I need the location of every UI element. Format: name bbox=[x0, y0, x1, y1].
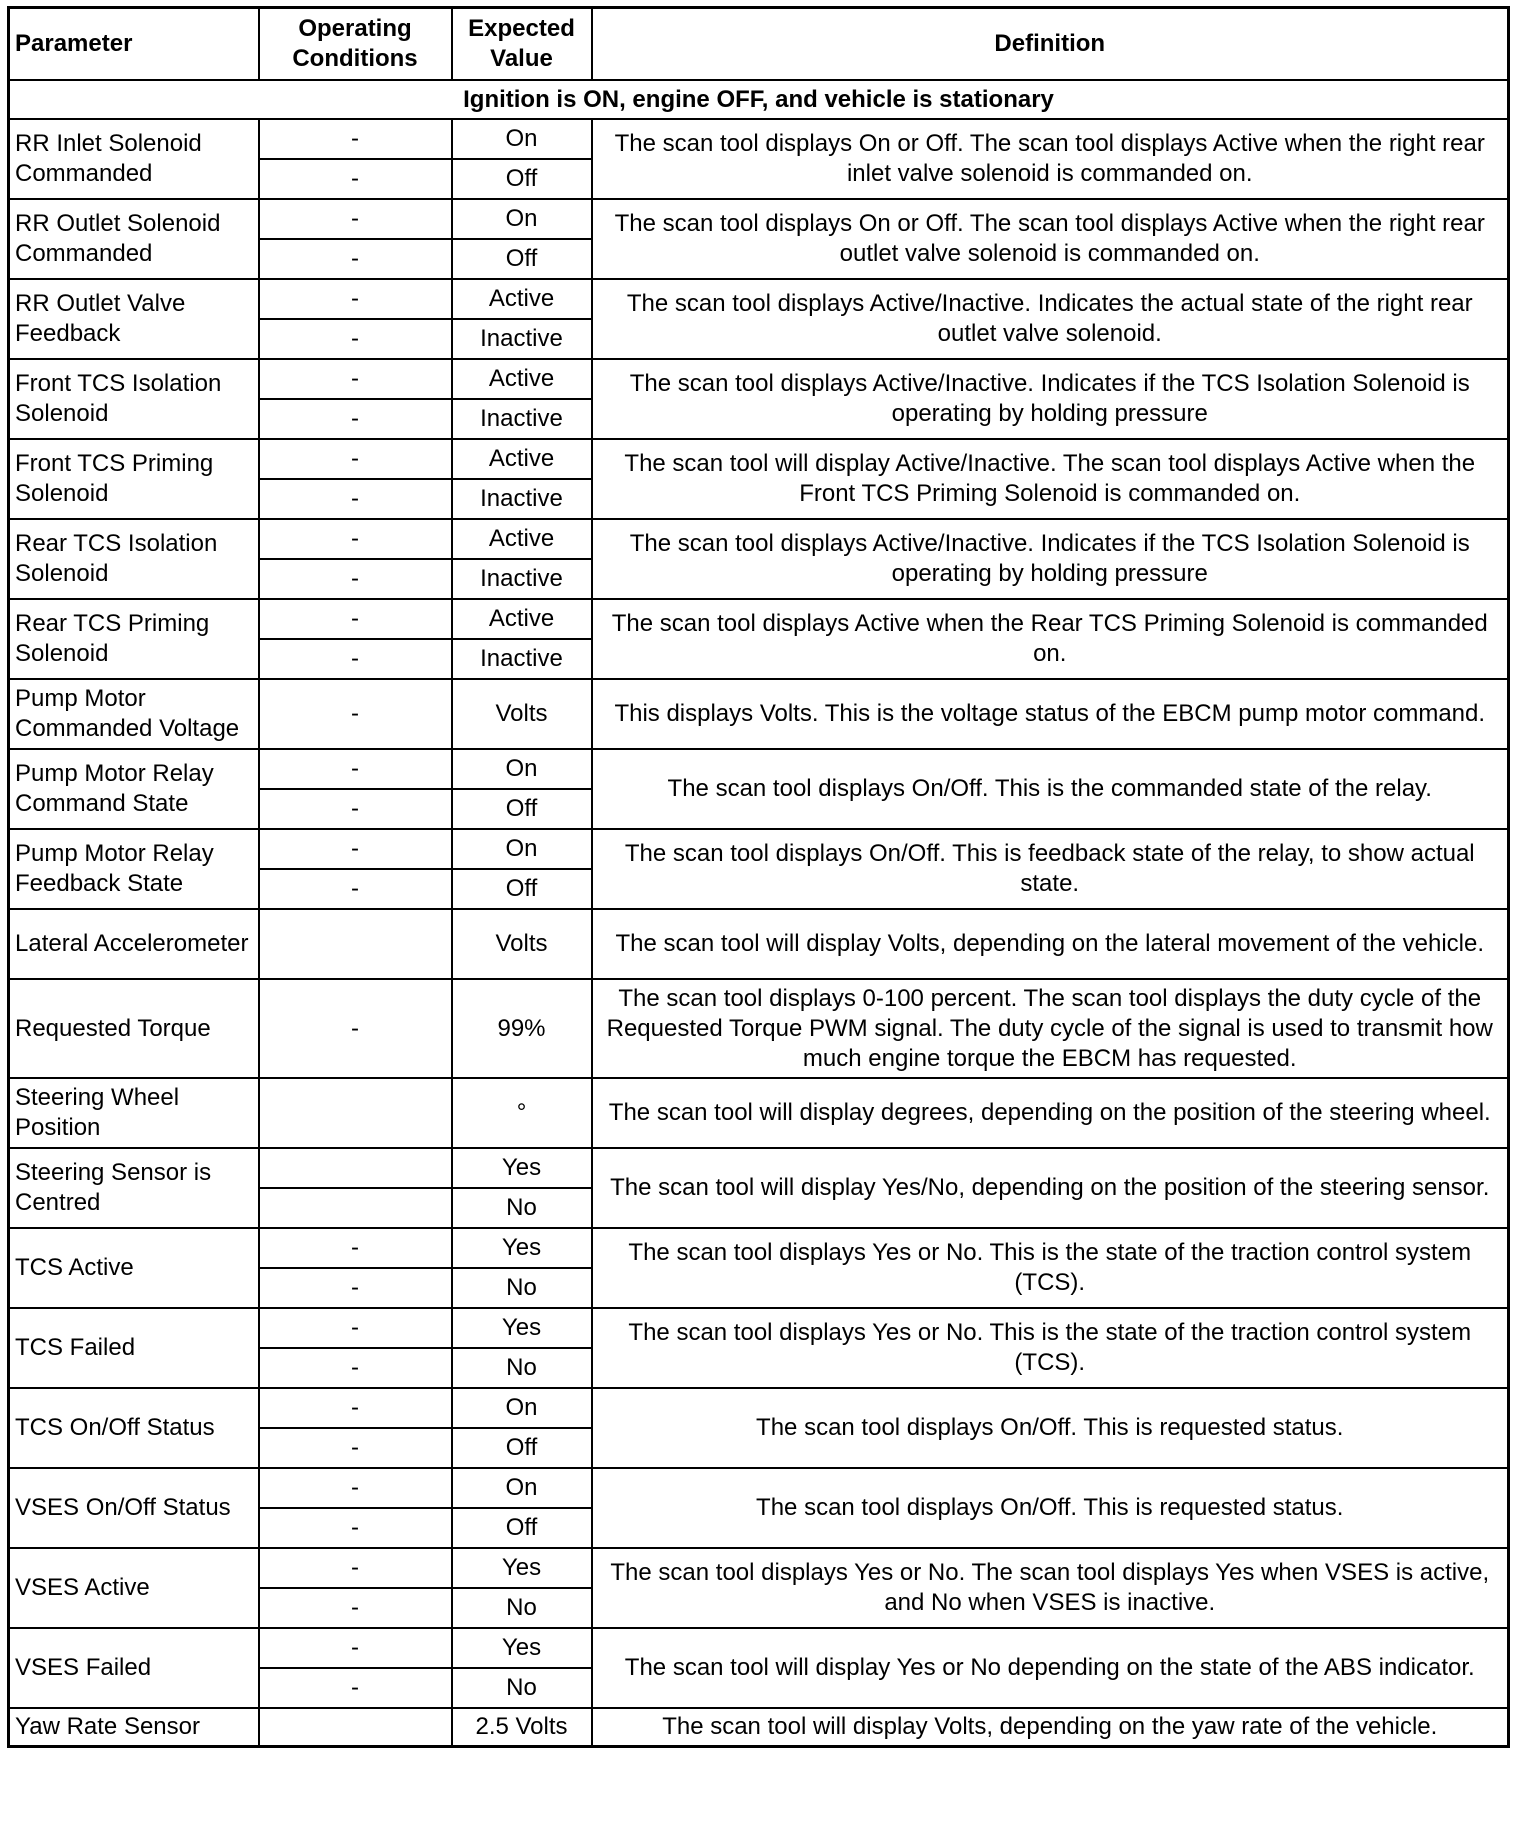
expected-value-cell: Inactive bbox=[452, 399, 592, 439]
expected-value-cell: Off bbox=[452, 1508, 592, 1548]
table-row bbox=[9, 1548, 1509, 1588]
operating-condition-cell: - bbox=[259, 199, 452, 239]
expected-value-cell: 99% bbox=[452, 979, 592, 1078]
operating-condition-cell: - bbox=[259, 439, 452, 479]
parameter-cell: Requested Torque bbox=[9, 979, 259, 1078]
expected-value-cell: Active bbox=[452, 359, 592, 399]
operating-condition-cell: - bbox=[259, 1388, 452, 1428]
operating-condition-cell: - bbox=[259, 1228, 452, 1268]
table-row bbox=[9, 1308, 1509, 1348]
expected-value-cell: Active bbox=[452, 279, 592, 319]
operating-condition-cell: - bbox=[259, 1468, 452, 1508]
expected-value-cell: Off bbox=[452, 239, 592, 279]
parameter-cell: Steering Wheel Position bbox=[9, 1078, 259, 1148]
parameter-cell: Yaw Rate Sensor bbox=[9, 1708, 259, 1747]
table-row bbox=[9, 1388, 1509, 1428]
definition-cell: The scan tool displays On/Off. This is the commanded state of the relay. bbox=[592, 749, 1509, 829]
table-row bbox=[9, 439, 1509, 479]
operating-condition-cell: - bbox=[259, 639, 452, 679]
parameter-cell: Front TCS Priming Solenoid bbox=[9, 439, 259, 519]
table-row bbox=[9, 1468, 1509, 1508]
table-row bbox=[9, 1148, 1509, 1188]
parameter-cell: VSES Active bbox=[9, 1548, 259, 1628]
definition-cell: The scan tool displays On/Off. This is requested status. bbox=[592, 1388, 1509, 1468]
table-row bbox=[9, 119, 1509, 159]
expected-value-cell: Inactive bbox=[452, 479, 592, 519]
table-row bbox=[9, 679, 1509, 749]
parameter-cell: TCS Failed bbox=[9, 1308, 259, 1388]
table-row bbox=[9, 979, 1509, 1078]
expected-value-cell: Inactive bbox=[452, 639, 592, 679]
definition-cell: The scan tool will display Yes/No, depending on the position of the steering sensor. bbox=[592, 1148, 1509, 1228]
operating-condition-cell: - bbox=[259, 979, 452, 1078]
operating-condition-cell: - bbox=[259, 1268, 452, 1308]
definition-cell: The scan tool displays Active when the Rear TCS Priming Solenoid is commanded on. bbox=[592, 599, 1509, 679]
table-row bbox=[9, 829, 1509, 869]
header-row bbox=[9, 8, 1509, 81]
operating-condition-cell: - bbox=[259, 119, 452, 159]
header-definition: Definition bbox=[592, 8, 1509, 81]
expected-value-cell: No bbox=[452, 1588, 592, 1628]
expected-value-cell: On bbox=[452, 199, 592, 239]
operating-condition-cell: - bbox=[259, 789, 452, 829]
definition-cell: The scan tool displays Active/Inactive. Indicates if the TCS Isolation Solenoid is operating by holding pressure bbox=[592, 519, 1509, 599]
expected-value-cell: Yes bbox=[452, 1548, 592, 1588]
header-operating-conditions: Operating Conditions bbox=[259, 8, 452, 81]
operating-condition-cell bbox=[259, 1188, 452, 1228]
table-header bbox=[9, 8, 1509, 81]
expected-value-cell: Yes bbox=[452, 1148, 592, 1188]
operating-condition-cell: - bbox=[259, 399, 452, 439]
operating-condition-cell: - bbox=[259, 1668, 452, 1708]
expected-value-cell: No bbox=[452, 1188, 592, 1228]
definition-cell: The scan tool will display Volts, depending on the yaw rate of the vehicle. bbox=[592, 1708, 1509, 1747]
expected-value-cell: No bbox=[452, 1348, 592, 1388]
expected-value-cell: Volts bbox=[452, 909, 592, 979]
operating-condition-cell bbox=[259, 1148, 452, 1188]
expected-value-cell: Yes bbox=[452, 1308, 592, 1348]
parameter-cell: TCS Active bbox=[9, 1228, 259, 1308]
operating-condition-cell: - bbox=[259, 869, 452, 909]
operating-condition-cell: - bbox=[259, 359, 452, 399]
expected-value-cell: Active bbox=[452, 439, 592, 479]
definition-cell: The scan tool displays On or Off. The scan tool displays Active when the right rear inlet valve solenoid is commanded on. bbox=[592, 119, 1509, 199]
expected-value-cell: ° bbox=[452, 1078, 592, 1148]
expected-value-cell: Inactive bbox=[452, 319, 592, 359]
header-expected-value: Expected Value bbox=[452, 8, 592, 81]
parameter-cell: Pump Motor Relay Feedback State bbox=[9, 829, 259, 909]
table-row bbox=[9, 749, 1509, 789]
table-row bbox=[9, 359, 1509, 399]
expected-value-cell: Yes bbox=[452, 1228, 592, 1268]
definition-cell: This displays Volts. This is the voltage status of the EBCM pump motor command. bbox=[592, 679, 1509, 749]
parameter-cell: TCS On/Off Status bbox=[9, 1388, 259, 1468]
operating-condition-cell: - bbox=[259, 279, 452, 319]
definition-cell: The scan tool displays On or Off. The scan tool displays Active when the right rear outlet valve solenoid is commanded on. bbox=[592, 199, 1509, 279]
definition-cell: The scan tool displays Yes or No. This is the state of the traction control system (TCS). bbox=[592, 1228, 1509, 1308]
parameter-cell: Front TCS Isolation Solenoid bbox=[9, 359, 259, 439]
definition-cell: The scan tool will display Active/Inactive. The scan tool displays Active when the Front TCS Priming Solenoid is commanded on. bbox=[592, 439, 1509, 519]
operating-condition-cell: - bbox=[259, 829, 452, 869]
table-row bbox=[9, 1078, 1509, 1148]
operating-condition-cell: - bbox=[259, 1508, 452, 1548]
operating-condition-cell bbox=[259, 1708, 452, 1747]
expected-value-cell: Off bbox=[452, 789, 592, 829]
header-parameter: Parameter bbox=[9, 8, 259, 81]
table-row bbox=[9, 1628, 1509, 1668]
operating-condition-cell: - bbox=[259, 159, 452, 199]
definition-cell: The scan tool displays Active/Inactive. Indicates the actual state of the right rear outlet valve solenoid. bbox=[592, 279, 1509, 359]
scan-tool-data-sheet bbox=[7, 6, 1510, 1748]
definition-cell: The scan tool displays Yes or No. The scan tool displays Yes when VSES is active, and No when VSES is inactive. bbox=[592, 1548, 1509, 1628]
expected-value-cell: On bbox=[452, 1388, 592, 1428]
operating-condition-cell: - bbox=[259, 599, 452, 639]
expected-value-cell: Yes bbox=[452, 1628, 592, 1668]
operating-condition-cell: - bbox=[259, 749, 452, 789]
definition-cell: The scan tool displays On/Off. This is feedback state of the relay, to show actual state. bbox=[592, 829, 1509, 909]
definition-cell: The scan tool displays 0-100 percent. The scan tool displays the duty cycle of the Requested Torque PWM signal. The duty cycle of the signal is used to transmit how much engine torque the EBCM has requested. bbox=[592, 979, 1509, 1078]
definition-cell: The scan tool displays On/Off. This is requested status. bbox=[592, 1468, 1509, 1548]
expected-value-cell: Off bbox=[452, 1428, 592, 1468]
operating-condition-cell: - bbox=[259, 479, 452, 519]
expected-value-cell: On bbox=[452, 749, 592, 789]
table-body bbox=[9, 80, 1509, 1747]
parameter-cell: Rear TCS Priming Solenoid bbox=[9, 599, 259, 679]
parameter-cell: Steering Sensor is Centred bbox=[9, 1148, 259, 1228]
parameter-cell: VSES Failed bbox=[9, 1628, 259, 1708]
parameter-cell: Rear TCS Isolation Solenoid bbox=[9, 519, 259, 599]
expected-value-cell: Off bbox=[452, 159, 592, 199]
operating-condition-cell: - bbox=[259, 1548, 452, 1588]
parameter-cell: VSES On/Off Status bbox=[9, 1468, 259, 1548]
section-row bbox=[9, 80, 1509, 119]
definition-cell: The scan tool will display Yes or No depending on the state of the ABS indicator. bbox=[592, 1628, 1509, 1708]
table-row bbox=[9, 279, 1509, 319]
expected-value-cell: Active bbox=[452, 599, 592, 639]
expected-value-cell: Volts bbox=[452, 679, 592, 749]
expected-value-cell: Off bbox=[452, 869, 592, 909]
operating-condition-cell: - bbox=[259, 1348, 452, 1388]
parameter-cell: Lateral Accelerometer bbox=[9, 909, 259, 979]
parameter-cell: RR Outlet Solenoid Commanded bbox=[9, 199, 259, 279]
expected-value-cell: Inactive bbox=[452, 559, 592, 599]
operating-condition-cell: - bbox=[259, 679, 452, 749]
table-row bbox=[9, 199, 1509, 239]
definition-cell: The scan tool displays Active/Inactive. Indicates if the TCS Isolation Solenoid is operating by holding pressure bbox=[592, 359, 1509, 439]
expected-value-cell: On bbox=[452, 829, 592, 869]
expected-value-cell: No bbox=[452, 1268, 592, 1308]
parameter-cell: RR Inlet Solenoid Commanded bbox=[9, 119, 259, 199]
expected-value-cell: 2.5 Volts bbox=[452, 1708, 592, 1747]
parameter-cell: Pump Motor Relay Command State bbox=[9, 749, 259, 829]
operating-condition-cell: - bbox=[259, 319, 452, 359]
operating-condition-cell: - bbox=[259, 519, 452, 559]
parameter-cell: RR Outlet Valve Feedback bbox=[9, 279, 259, 359]
table-row bbox=[9, 1228, 1509, 1268]
operating-condition-cell bbox=[259, 909, 452, 979]
table-row bbox=[9, 1708, 1509, 1747]
table-row bbox=[9, 909, 1509, 979]
definition-cell: The scan tool displays Yes or No. This is the state of the traction control system (TCS). bbox=[592, 1308, 1509, 1388]
table-row bbox=[9, 519, 1509, 559]
operating-condition-cell: - bbox=[259, 1628, 452, 1668]
operating-condition-cell bbox=[259, 1078, 452, 1148]
operating-condition-cell: - bbox=[259, 239, 452, 279]
expected-value-cell: On bbox=[452, 1468, 592, 1508]
expected-value-cell: On bbox=[452, 119, 592, 159]
table-row bbox=[9, 599, 1509, 639]
section-heading: Ignition is ON, engine OFF, and vehicle is stationary bbox=[9, 80, 1509, 119]
parameter-cell: Pump Motor Commanded Voltage bbox=[9, 679, 259, 749]
scan-data-table bbox=[7, 6, 1510, 1748]
operating-condition-cell: - bbox=[259, 1428, 452, 1468]
operating-condition-cell: - bbox=[259, 1308, 452, 1348]
expected-value-cell: Active bbox=[452, 519, 592, 559]
definition-cell: The scan tool will display Volts, depending on the lateral movement of the vehicle. bbox=[592, 909, 1509, 979]
expected-value-cell: No bbox=[452, 1668, 592, 1708]
operating-condition-cell: - bbox=[259, 559, 452, 599]
operating-condition-cell: - bbox=[259, 1588, 452, 1628]
definition-cell: The scan tool will display degrees, depending on the position of the steering wheel. bbox=[592, 1078, 1509, 1148]
